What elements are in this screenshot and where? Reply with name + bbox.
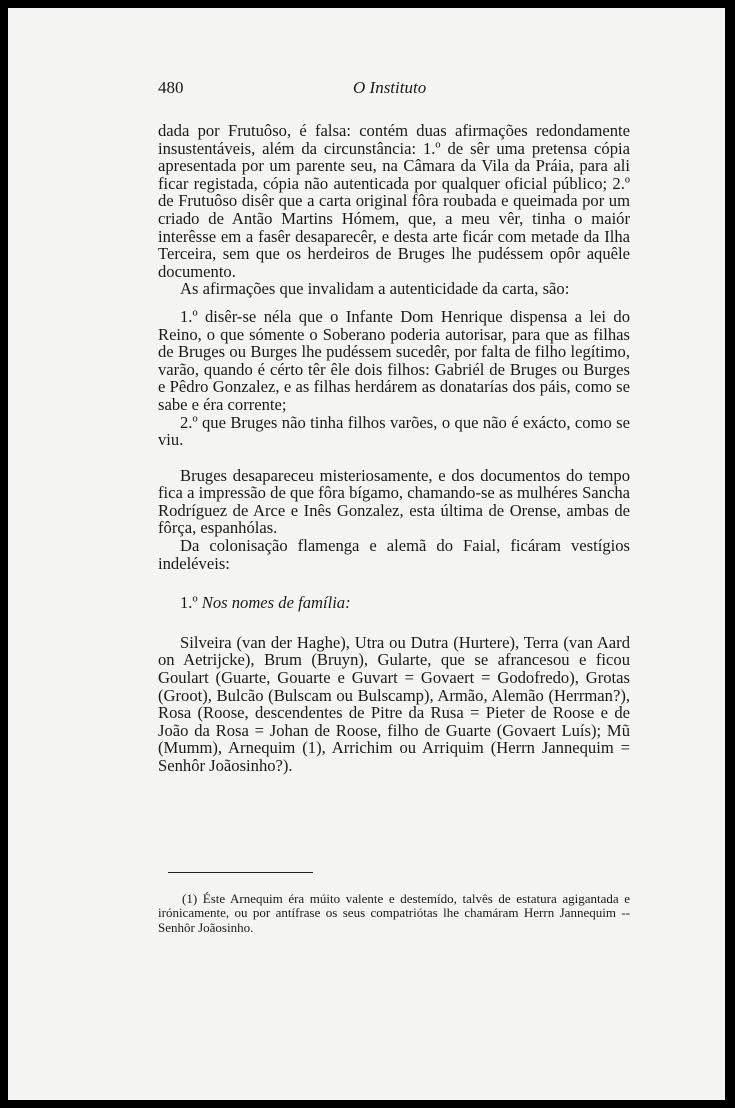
- paragraph-3: 1.º disêr-se néla que o Infante Dom Henrique dispensa a lei do Reino, o que sómente o Soberano poderia autorisar, para que as filhas de Bruges ou Burges lhe pudéssem sucedêr, por falta de filho legítimo, varão, quando é cérto têr êle dois filhos: Gabriél de Bruges ou Burges e Pêdro Gonzalez, e as filhas herdárem as donatarías dos páis, como se sabe e éra corrente;: [158, 306, 630, 414]
- book-page: [8, 8, 725, 1100]
- paragraph-5: Bruges desapareceu misteriosamente, e dos documentos do tempo fica a impressão de que fôra bígamo, chamando-se as mulhéres Sancha Rodríguez de Arce e Inês Gonzalez, esta última de Orense, ambas de fôrça, espanhólas.: [158, 465, 630, 538]
- footnote-text: (1) Éste Arnequim éra múito valente e destemído, talvês de estatura agigantada e irónicamente, ou por antífrase os seus compatriótas lhe chamáram Herrn Jannequim -- Senhôr Joãosinho.: [158, 891, 630, 935]
- paragraph-2: As afirmações que invalidam a autenticidade da carta, são:: [180, 279, 570, 299]
- subheading-text: Nos nomes de família:: [201, 593, 351, 613]
- footnote: [158, 892, 630, 935]
- paragraph-7: Silveira (van der Haghe), Utra ou Dutra (Hurtere), Terra (van Aard on Aetrijcke), Brum (Bruyn), Gularte, que se afrancesou e ficou Goulart (Guarte, Gouarte e Guvart = Govaert = Godofredo), Grotas (Groot), Bulcão (Bulscam ou Bulscamp), Armão, Alemão (Herrman?), Rosa (Roose, descendentes de Pitre da Rusa = Pieter de Roose e de João da Rosa = Johan de Roose, filho de Guarte (Govaert Luís); Mũ (Mumm), Arnequim (1), Arrichim ou Arriquim (Herrn Jannequim = Senhôr Joãosinho?).: [158, 632, 630, 775]
- paragraph-1: dada por Frutuôso, é falsa: contém duas afirmações redondamente insustentáveis, além da circunstância: 1.º de sêr uma pretensa cópia apresentada por um parente seu, na Câmara da Vila da Práia, para ali ficar registada, cópia não autenticada por qualquer oficial público; 2.º de Frutuôso disêr que a carta original fôra roubada e queimada por um criado de Antão Martins Hómem, que, a meu vêr, tinha o maiór interêsse em a fasêr desaparecêr, e desta arte ficár com metade da Ilha Terceira, sem que os herdeiros de Bruges lhe pudéssem opôr aquêle documento.: [158, 121, 630, 281]
- footnote-rule: [168, 872, 313, 873]
- subheading: [158, 594, 630, 612]
- running-title: O Instituto: [353, 78, 427, 97]
- paragraph-6: Da colonisação flamenga e alemã do Faial, ficáram vestígios indeléveis:: [158, 536, 630, 573]
- paragraph-4: 2.º que Bruges não tinha filhos varões, o que não é exácto, como se viu.: [158, 412, 630, 450]
- subheading-number: 1.º: [180, 593, 198, 613]
- body-text: [158, 122, 630, 775]
- page-number: 480: [158, 78, 184, 97]
